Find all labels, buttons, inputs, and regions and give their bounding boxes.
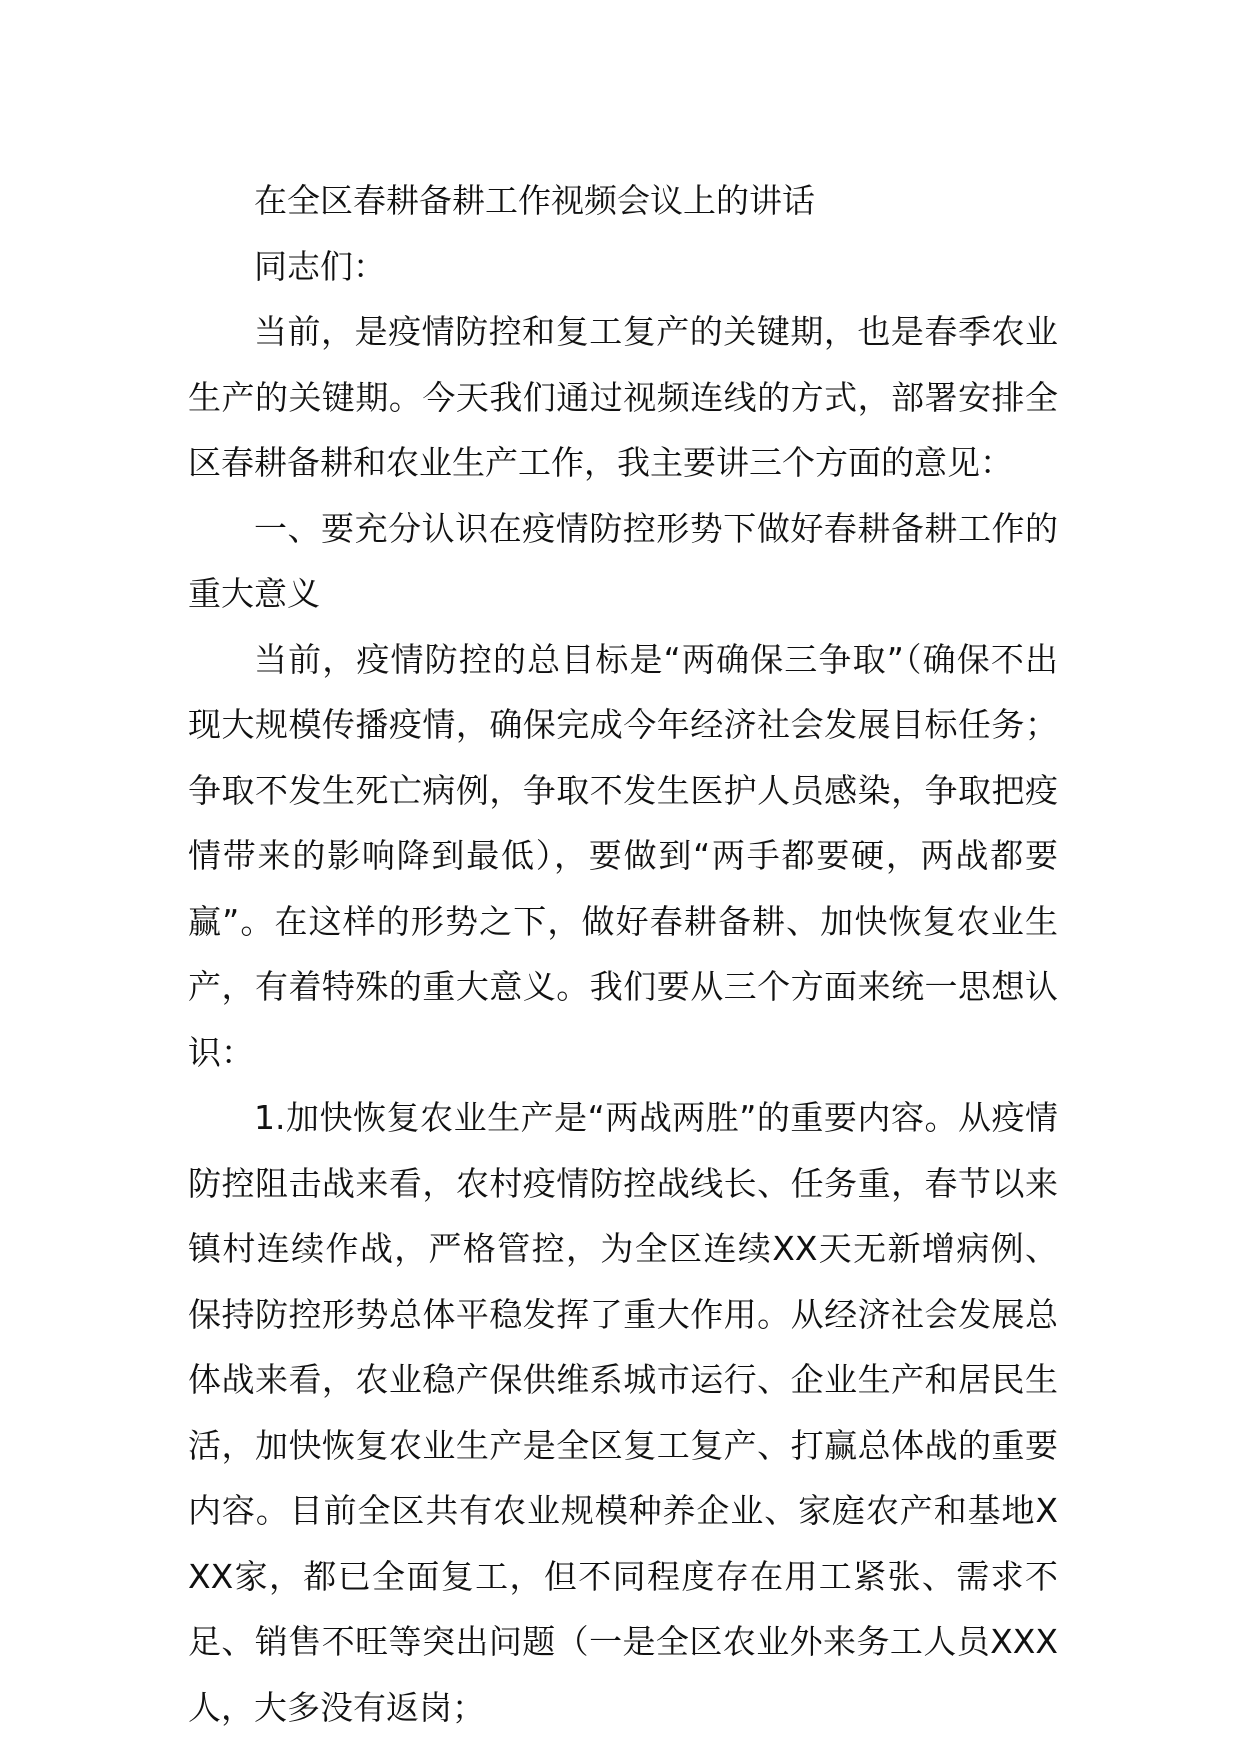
document-title: 在全区春耕备耕工作视频会议上的讲话	[254, 181, 815, 220]
section-heading: 一、要充分认识在疫情防控形势下做好春耕备耕工作的重大意义	[188, 508, 1058, 613]
body-paragraph: 当前，是疫情防控和复工复产的关键期，也是春季农业生产的关键期。今天我们通过视频连线的方式，部署安排全区春耕备耕和农业生产工作，我主要讲三个方面的意见：	[188, 312, 1058, 482]
salutation: 同志们：	[254, 246, 386, 286]
document-body	[188, 168, 1058, 1740]
body-paragraph: 当前，疫情防控的总目标是“两确保三争取”（确保不出现大规模传播疫情，确保完成今年经济社会发展目标任务；争取不发生死亡病例，争取不发生医护人员感染，争取把疫情带来的影响降到最低），要做到“两手都要硬，两战都要赢”。在这样的形势之下，做好春耕备耕、加快恢复农业生产，有着特殊的重大意义。我们要从三个方面来统一思想认识：	[188, 639, 1058, 1072]
body-paragraph: 1.加快恢复农业生产是“两战两胜”的重要内容。从疫情防控阻击战来看，农村疫情防控战线长、任务重，春节以来镇村连续作战，严格管控，为全区连续XX天无新增病例、保持防控形势总体平稳发挥了重大作用。从经济社会发展总体战来看，农业稳产保供维系城市运行、企业生产和居民生活，加快恢复农业生产是全区复工复产、打赢总体战的重要内容。目前全区共有农业规模种养企业、家庭农产和基地XXX家，都已全面复工，但不同程度存在用工紧张、需求不足、销售不旺等突出问题（一是全区农业外来务工人员XXX人，大多没有返岗；	[188, 1098, 1058, 1727]
